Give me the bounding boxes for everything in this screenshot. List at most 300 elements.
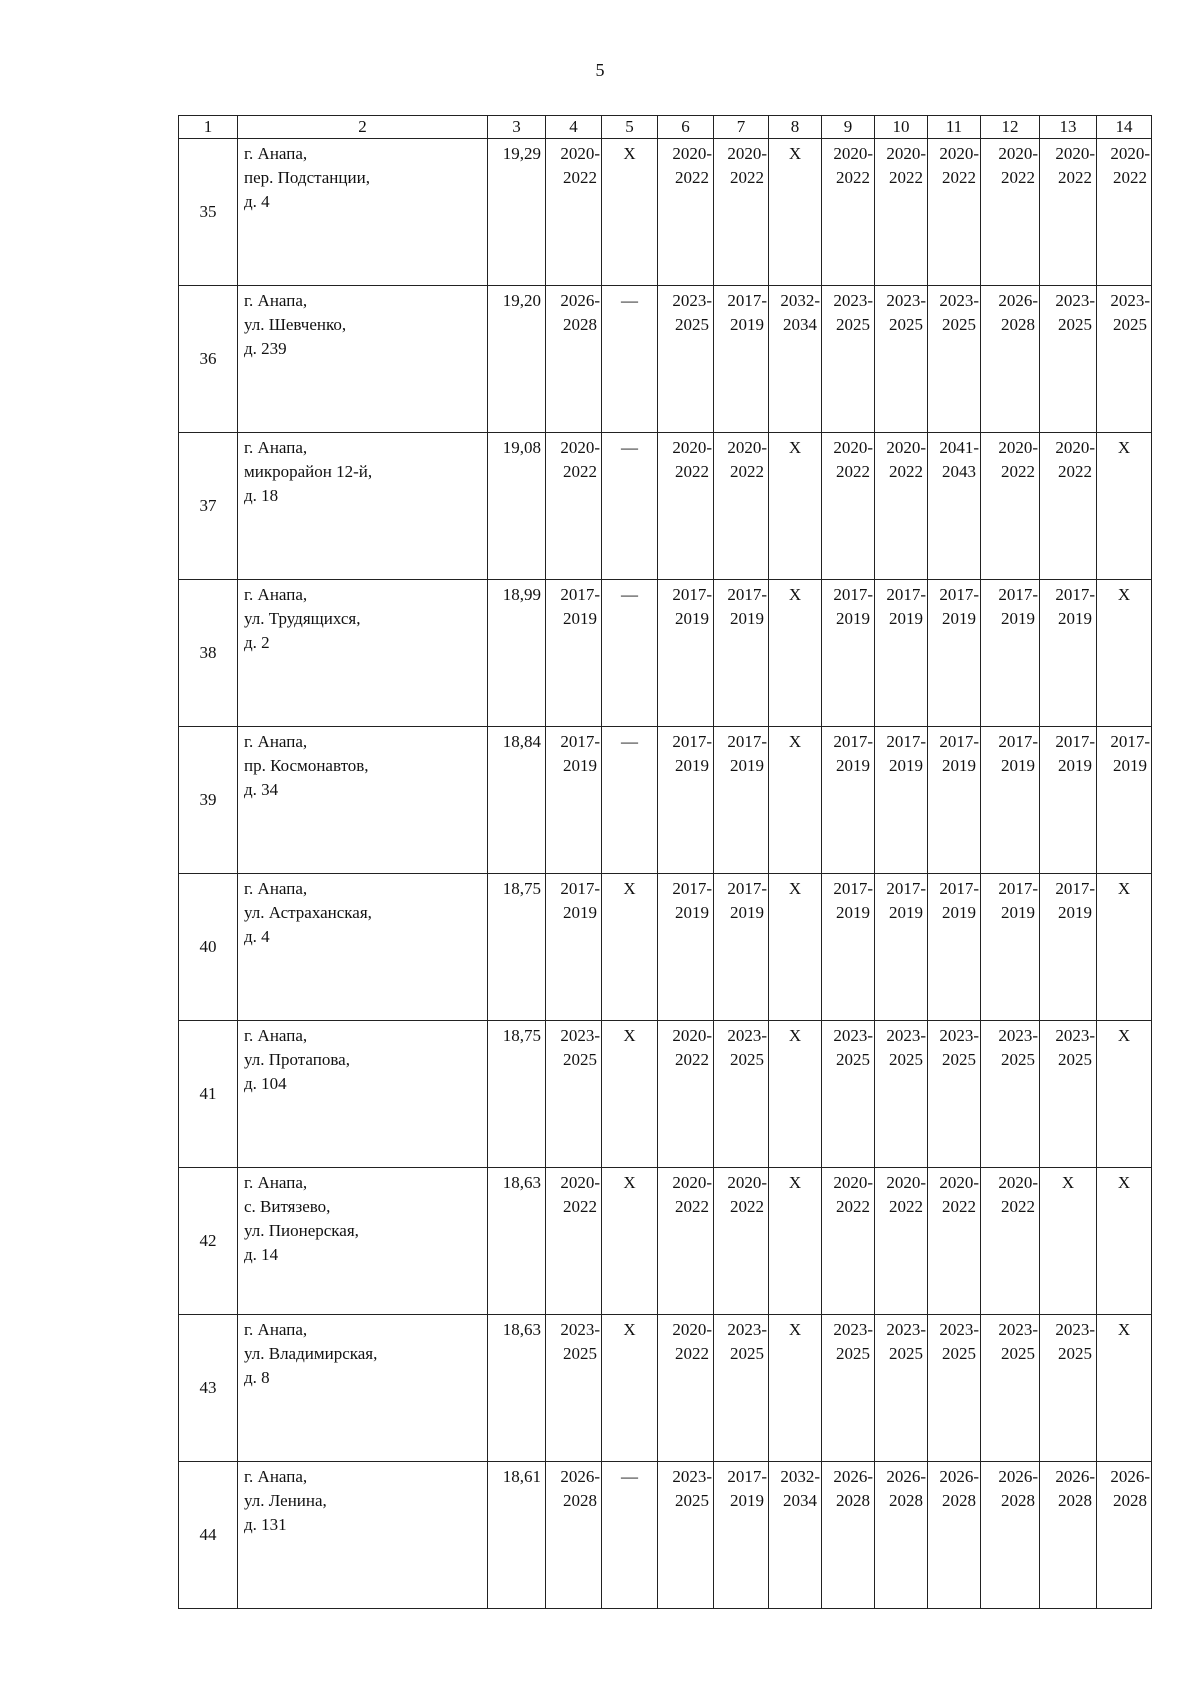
year-range-cell [769, 1462, 822, 1609]
year-range-cell [981, 727, 1040, 874]
table-row [179, 1168, 1152, 1315]
year-range-cell [1040, 874, 1097, 1021]
year-range-start: 2020- [727, 144, 767, 163]
year-range-end: 2019 [836, 609, 870, 628]
year-range-cell [546, 1315, 602, 1462]
not-applicable-mark: X [769, 139, 822, 286]
address-line: г. Анапа, [244, 291, 308, 310]
year-range-end: 2025 [836, 1344, 870, 1363]
not-applicable-mark: X [1040, 1168, 1097, 1315]
year-range-cell [822, 727, 875, 874]
dash-mark: — [602, 286, 658, 433]
year-range-start: 2020- [560, 438, 600, 457]
year-range-cell [875, 1462, 928, 1609]
not-applicable-mark: X [602, 139, 658, 286]
year-range-cell [1040, 727, 1097, 874]
address-line: д. 4 [244, 192, 270, 211]
year-range-cell [1097, 139, 1152, 286]
not-applicable-mark: X [1097, 1168, 1152, 1315]
year-range-end: 2025 [889, 315, 923, 334]
year-range-end: 2022 [675, 1344, 709, 1363]
year-range-start: 2023- [1055, 1320, 1095, 1339]
year-range-cell [981, 1021, 1040, 1168]
year-range-end: 2025 [889, 1344, 923, 1363]
year-range-cell [714, 1021, 769, 1168]
page-number: 5 [595, 60, 605, 80]
year-range-end: 2019 [1001, 756, 1035, 775]
not-applicable-mark: X [769, 580, 822, 727]
year-range-cell [546, 580, 602, 727]
year-range-cell [822, 286, 875, 433]
year-range-cell [546, 874, 602, 1021]
not-applicable-mark: X [1097, 580, 1152, 727]
not-applicable-mark: X [1097, 1315, 1152, 1462]
address-line: г. Анапа, [244, 1320, 308, 1339]
year-range-end: 2025 [1001, 1344, 1035, 1363]
year-range-start: 2020- [886, 438, 926, 457]
year-range-cell [714, 139, 769, 286]
year-range-start: 2017- [939, 585, 979, 604]
year-range-end: 2022 [675, 1197, 709, 1216]
column-header: 1 [179, 116, 238, 139]
year-range-start: 2020- [833, 438, 873, 457]
year-range-end: 2025 [942, 1050, 976, 1069]
year-range-start: 2020- [833, 144, 873, 163]
year-range-start: 2023- [672, 291, 712, 310]
year-range-end: 2019 [1058, 609, 1092, 628]
year-range-cell [1040, 433, 1097, 580]
year-range-end: 2028 [1001, 1491, 1035, 1510]
address-cell [238, 874, 488, 1021]
year-range-start: 2017- [886, 585, 926, 604]
year-range-cell [822, 1462, 875, 1609]
year-range-start: 2023- [998, 1026, 1038, 1045]
year-range-cell [928, 433, 981, 580]
year-range-start: 2023- [939, 1320, 979, 1339]
year-range-start: 2017- [939, 879, 979, 898]
address-line: г. Анапа, [244, 879, 308, 898]
year-range-cell [714, 433, 769, 580]
year-range-end: 2025 [942, 1344, 976, 1363]
year-range-cell [981, 874, 1040, 1021]
year-range-cell [714, 580, 769, 727]
column-header: 3 [488, 116, 546, 139]
year-range-start: 2020- [727, 1173, 767, 1192]
year-range-cell [928, 1462, 981, 1609]
year-range-start: 2020- [672, 144, 712, 163]
year-range-cell [714, 1315, 769, 1462]
year-range-start: 2020- [939, 1173, 979, 1192]
area-value: 19,29 [488, 139, 546, 286]
year-range-start: 2020- [672, 1173, 712, 1192]
table-row [179, 1021, 1152, 1168]
year-range-end: 2022 [1001, 1197, 1035, 1216]
year-range-cell [714, 874, 769, 1021]
year-range-end: 2019 [1001, 609, 1035, 628]
year-range-start: 2017- [886, 732, 926, 751]
year-range-start: 2023- [1055, 291, 1095, 310]
year-range-start: 2017- [1110, 732, 1150, 751]
year-range-start: 2020- [886, 144, 926, 163]
year-range-end: 2022 [836, 168, 870, 187]
address-line: д. 18 [244, 486, 279, 505]
address-line: ул. Трудящихся, [244, 609, 361, 628]
area-value: 18,61 [488, 1462, 546, 1609]
year-range-end: 2022 [836, 1197, 870, 1216]
not-applicable-mark: X [1097, 874, 1152, 1021]
year-range-end: 2019 [1058, 756, 1092, 775]
year-range-end: 2019 [730, 1491, 764, 1510]
year-range-end: 2022 [675, 168, 709, 187]
area-value: 18,63 [488, 1168, 546, 1315]
table-row [179, 1315, 1152, 1462]
year-range-end: 2022 [1113, 168, 1147, 187]
address-line: с. Витязево, [244, 1197, 331, 1216]
year-range-cell [658, 139, 714, 286]
year-range-end: 2019 [1001, 903, 1035, 922]
year-range-end: 2025 [836, 315, 870, 334]
year-range-cell [658, 727, 714, 874]
area-value: 18,99 [488, 580, 546, 727]
address-line: г. Анапа, [244, 585, 308, 604]
address-line: д. 2 [244, 633, 270, 652]
year-range-cell [658, 1462, 714, 1609]
area-value: 18,63 [488, 1315, 546, 1462]
address-line: ул. Астраханская, [244, 903, 372, 922]
year-range-cell [658, 1315, 714, 1462]
column-header: 8 [769, 116, 822, 139]
year-range-start: 2020- [672, 438, 712, 457]
address-cell [238, 727, 488, 874]
year-range-start: 2026- [560, 1467, 600, 1486]
year-range-cell [546, 727, 602, 874]
year-range-cell [928, 1168, 981, 1315]
year-range-start: 2020- [1055, 144, 1095, 163]
not-applicable-mark: X [769, 1168, 822, 1315]
year-range-end: 2019 [730, 903, 764, 922]
year-range-end: 2022 [889, 168, 923, 187]
address-line: д. 8 [244, 1368, 270, 1387]
year-range-start: 2017- [939, 732, 979, 751]
year-range-start: 2023- [1110, 291, 1150, 310]
year-range-end: 2019 [1058, 903, 1092, 922]
year-range-cell [875, 1021, 928, 1168]
year-range-end: 2022 [730, 168, 764, 187]
dash-mark: — [602, 727, 658, 874]
year-range-start: 2023- [998, 1320, 1038, 1339]
address-cell [238, 1462, 488, 1609]
year-range-end: 2028 [1058, 1491, 1092, 1510]
year-range-end: 2019 [563, 609, 597, 628]
year-range-end: 2043 [942, 462, 976, 481]
year-range-start: 2020- [1055, 438, 1095, 457]
year-range-start: 2041- [939, 438, 979, 457]
column-header: 4 [546, 116, 602, 139]
year-range-cell [546, 139, 602, 286]
year-range-end: 2019 [730, 756, 764, 775]
year-range-cell [1040, 580, 1097, 727]
row-number: 39 [179, 727, 238, 874]
table-row [179, 727, 1152, 874]
year-range-cell [714, 286, 769, 433]
year-range-cell [546, 433, 602, 580]
year-range-cell [658, 1168, 714, 1315]
column-header: 10 [875, 116, 928, 139]
year-range-end: 2028 [1113, 1491, 1147, 1510]
year-range-start: 2023- [939, 1026, 979, 1045]
not-applicable-mark: X [602, 874, 658, 1021]
year-range-start: 2026- [1110, 1467, 1150, 1486]
year-range-cell [769, 286, 822, 433]
year-range-start: 2017- [998, 879, 1038, 898]
year-range-end: 2028 [1001, 315, 1035, 334]
year-range-start: 2020- [886, 1173, 926, 1192]
not-applicable-mark: X [602, 1315, 658, 1462]
year-range-end: 2028 [563, 1491, 597, 1510]
year-range-end: 2019 [1113, 756, 1147, 775]
year-range-start: 2017- [727, 879, 767, 898]
not-applicable-mark: X [769, 1021, 822, 1168]
year-range-start: 2023- [560, 1026, 600, 1045]
year-range-start: 2023- [886, 1320, 926, 1339]
year-range-start: 2017- [833, 879, 873, 898]
year-range-cell [714, 727, 769, 874]
year-range-cell [714, 1462, 769, 1609]
year-range-end: 2019 [675, 609, 709, 628]
row-number: 38 [179, 580, 238, 727]
year-range-end: 2019 [942, 903, 976, 922]
year-range-cell [822, 1315, 875, 1462]
year-range-start: 2017- [727, 585, 767, 604]
year-range-end: 2025 [1113, 315, 1147, 334]
row-number: 35 [179, 139, 238, 286]
address-line: г. Анапа, [244, 1026, 308, 1045]
row-number: 37 [179, 433, 238, 580]
year-range-start: 2017- [886, 879, 926, 898]
column-header: 6 [658, 116, 714, 139]
year-range-start: 2017- [1055, 732, 1095, 751]
year-range-start: 2017- [672, 879, 712, 898]
not-applicable-mark: X [769, 874, 822, 1021]
year-range-start: 2017- [727, 291, 767, 310]
table-row [179, 139, 1152, 286]
year-range-start: 2023- [833, 291, 873, 310]
year-range-cell [1040, 1021, 1097, 1168]
not-applicable-mark: X [602, 1021, 658, 1168]
year-range-cell [658, 874, 714, 1021]
year-range-end: 2022 [675, 462, 709, 481]
year-range-cell [546, 1168, 602, 1315]
year-range-cell [875, 1315, 928, 1462]
year-range-end: 2022 [675, 1050, 709, 1069]
year-range-start: 2020- [998, 1173, 1038, 1192]
year-range-cell [822, 139, 875, 286]
year-range-start: 2026- [998, 1467, 1038, 1486]
year-range-cell [1040, 1462, 1097, 1609]
column-header: 13 [1040, 116, 1097, 139]
not-applicable-mark: X [769, 727, 822, 874]
year-range-end: 2022 [563, 168, 597, 187]
year-range-cell [981, 433, 1040, 580]
year-range-cell [546, 286, 602, 433]
header-row [179, 116, 1152, 139]
address-cell [238, 1021, 488, 1168]
address-line: д. 14 [244, 1245, 279, 1264]
year-range-end: 2025 [1058, 315, 1092, 334]
year-range-cell [928, 727, 981, 874]
year-range-cell [928, 139, 981, 286]
year-range-end: 2025 [1001, 1050, 1035, 1069]
column-header: 14 [1097, 116, 1152, 139]
year-range-cell [875, 286, 928, 433]
address-line: пер. Подстанции, [244, 168, 370, 187]
row-number: 41 [179, 1021, 238, 1168]
year-range-cell [875, 874, 928, 1021]
year-range-cell [875, 727, 928, 874]
year-range-end: 2019 [889, 903, 923, 922]
year-range-start: 2017- [727, 1467, 767, 1486]
row-number: 40 [179, 874, 238, 1021]
column-header: 11 [928, 116, 981, 139]
year-range-start: 2017- [672, 732, 712, 751]
year-range-cell [822, 1021, 875, 1168]
year-range-cell [875, 1168, 928, 1315]
year-range-end: 2034 [783, 1491, 817, 1510]
year-range-end: 2028 [889, 1491, 923, 1510]
year-range-start: 2020- [939, 144, 979, 163]
year-range-end: 2019 [730, 609, 764, 628]
year-range-start: 2017- [833, 732, 873, 751]
address-line: пр. Космонавтов, [244, 756, 369, 775]
year-range-end: 2025 [675, 315, 709, 334]
year-range-cell [981, 139, 1040, 286]
year-range-end: 2019 [675, 903, 709, 922]
year-range-cell [1097, 727, 1152, 874]
year-range-start: 2017- [998, 732, 1038, 751]
year-range-cell [875, 433, 928, 580]
table-row [179, 874, 1152, 1021]
year-range-start: 2020- [833, 1173, 873, 1192]
year-range-start: 2026- [560, 291, 600, 310]
year-range-end: 2022 [942, 168, 976, 187]
year-range-start: 2023- [886, 1026, 926, 1045]
year-range-start: 2020- [1110, 144, 1150, 163]
row-number: 44 [179, 1462, 238, 1609]
year-range-start: 2026- [939, 1467, 979, 1486]
column-header: 7 [714, 116, 769, 139]
address-line: г. Анапа, [244, 1467, 308, 1486]
year-range-cell [981, 286, 1040, 433]
year-range-start: 2026- [833, 1467, 873, 1486]
year-range-end: 2025 [942, 315, 976, 334]
year-range-cell [658, 1021, 714, 1168]
year-range-end: 2022 [1058, 168, 1092, 187]
address-line: д. 104 [244, 1074, 287, 1093]
year-range-end: 2022 [942, 1197, 976, 1216]
year-range-end: 2022 [889, 462, 923, 481]
table-row [179, 1462, 1152, 1609]
year-range-end: 2019 [563, 903, 597, 922]
year-range-end: 2025 [1058, 1050, 1092, 1069]
year-range-end: 2022 [730, 1197, 764, 1216]
year-range-end: 2025 [730, 1344, 764, 1363]
year-range-cell [822, 874, 875, 1021]
address-cell [238, 286, 488, 433]
year-range-start: 2023- [672, 1467, 712, 1486]
year-range-end: 2019 [942, 756, 976, 775]
year-range-start: 2023- [1055, 1026, 1095, 1045]
year-range-start: 2017- [833, 585, 873, 604]
address-line: д. 239 [244, 339, 287, 358]
year-range-end: 2022 [563, 462, 597, 481]
area-value: 18,84 [488, 727, 546, 874]
address-line: ул. Пионерская, [244, 1221, 359, 1240]
year-range-end: 2025 [563, 1344, 597, 1363]
table-row [179, 286, 1152, 433]
address-line: ул. Шевченко, [244, 315, 347, 334]
year-range-end: 2022 [889, 1197, 923, 1216]
year-range-cell [928, 1315, 981, 1462]
dash-mark: — [602, 433, 658, 580]
year-range-cell [658, 580, 714, 727]
year-range-cell [875, 139, 928, 286]
column-header: 2 [238, 116, 488, 139]
year-range-cell [546, 1462, 602, 1609]
year-range-cell [822, 1168, 875, 1315]
address-line: ул. Владимирская, [244, 1344, 378, 1363]
row-number: 43 [179, 1315, 238, 1462]
year-range-cell [928, 1021, 981, 1168]
year-range-start: 2020- [998, 438, 1038, 457]
year-range-end: 2019 [889, 756, 923, 775]
year-range-cell [981, 1168, 1040, 1315]
address-cell [238, 1315, 488, 1462]
address-cell [238, 433, 488, 580]
row-number: 36 [179, 286, 238, 433]
not-applicable-mark: X [1097, 1021, 1152, 1168]
address-line: микрорайон 12-й, [244, 462, 373, 481]
year-range-start: 2026- [998, 291, 1038, 310]
address-line: г. Анапа, [244, 1173, 308, 1192]
not-applicable-mark: X [602, 1168, 658, 1315]
column-header: 5 [602, 116, 658, 139]
year-range-end: 2028 [942, 1491, 976, 1510]
column-header: 9 [822, 116, 875, 139]
area-value: 18,75 [488, 1021, 546, 1168]
year-range-end: 2019 [836, 756, 870, 775]
year-range-cell [981, 1462, 1040, 1609]
year-range-cell [1040, 139, 1097, 286]
year-range-cell [875, 580, 928, 727]
year-range-cell [1097, 286, 1152, 433]
year-range-end: 2019 [836, 903, 870, 922]
year-range-cell [981, 580, 1040, 727]
year-range-cell [1040, 1315, 1097, 1462]
year-range-start: 2023- [886, 291, 926, 310]
year-range-start: 2020- [560, 144, 600, 163]
schedule-table [178, 115, 1152, 1609]
year-range-start: 2020- [672, 1320, 712, 1339]
year-range-end: 2022 [1001, 168, 1035, 187]
year-range-cell [928, 874, 981, 1021]
year-range-end: 2025 [889, 1050, 923, 1069]
column-header: 12 [981, 116, 1040, 139]
address-cell [238, 139, 488, 286]
address-line: д. 34 [244, 780, 279, 799]
year-range-start: 2023- [833, 1026, 873, 1045]
not-applicable-mark: X [769, 1315, 822, 1462]
year-range-end: 2019 [675, 756, 709, 775]
